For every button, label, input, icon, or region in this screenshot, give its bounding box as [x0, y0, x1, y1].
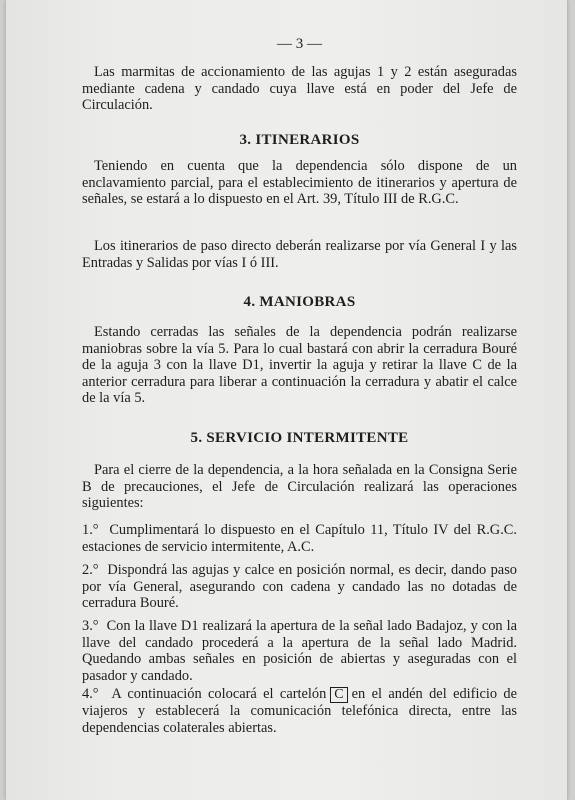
list-item-text: A continuación colocará el cartelón: [111, 686, 327, 702]
list-item-text: Dispondrá las agujas y calce en posición normal, es decir, dando paso por vía General, asegurando con cadena y candado las no dotadas de cerradura Bouré.: [82, 562, 517, 611]
heading-maniobras: 4. MANIOBRAS: [243, 294, 356, 310]
list-item-text: Con la llave D1 realizará la apertura de la señal lado Badajoz, y con la llave del candado procederá a la apertura de la señal lado Madrid. Quedando ambas señales en posición de abiertas y aseguradas con el pasador y candado.: [82, 618, 517, 684]
list-item-number: 3.°: [82, 618, 99, 634]
itinerarios-paragraph-2: Los itinerarios de paso directo deberán realizarse por vía General I y las Entradas y Salidas por vías I ó III.: [82, 238, 517, 271]
page-number: — 3 —: [277, 36, 322, 52]
intro-paragraph: Las marmitas de accionamiento de las agujas 1 y 2 están aseguradas mediante cadena y candado cuya llave está en poder del Jefe de Circulación.: [82, 64, 517, 113]
list-item: [82, 522, 517, 555]
heading-servicio-intermitente: 5. SERVICIO INTERMITENTE: [190, 430, 409, 446]
list-item-text: Cumplimentará lo dispuesto en el Capítulo 11, Título IV del R.G.C. estaciones de servicio intermitente, A.C.: [82, 522, 517, 555]
itinerarios-paragraph-1: Teniendo en cuenta que la dependencia sólo dispone de un enclavamiento parcial, para el establecimiento de itinerarios y apertura de señales, se estará a lo dispuesto en el Art. 39, Título III de R.G.C.: [82, 158, 517, 207]
document-page: [6, 0, 567, 800]
list-item: [82, 686, 517, 736]
heading-itinerarios: 3. ITINERARIOS: [239, 132, 360, 148]
list-item: [82, 562, 517, 612]
maniobras-paragraph: Estando cerradas las señales de la dependencia podrán realizarse maniobras sobre la vía 5. Para lo cual bastará con abrir la cerradura Bouré de la aguja 3 con la llave D1, invertir la aguja y retirar la llave C de la anterior cerradura para liberar a continuación la cerradura y abatir el calce de la vía 5.: [82, 324, 517, 406]
sign-c-box: C: [330, 687, 347, 703]
list-item-text: en el andén del edificio de viajeros y establecerá la comunicación telefónica directa, entre las dependencias colaterales abiertas.: [82, 686, 517, 736]
list-item-number: 2.°: [82, 562, 99, 578]
list-item-number: 4.°: [82, 686, 99, 702]
list-item-number: 1.°: [82, 522, 99, 538]
servicio-paragraph: Para el cierre de la dependencia, a la hora señalada en la Consigna Serie B de precauciones, el Jefe de Circulación realizará las operaciones siguientes:: [82, 462, 517, 511]
list-item: [82, 618, 517, 684]
